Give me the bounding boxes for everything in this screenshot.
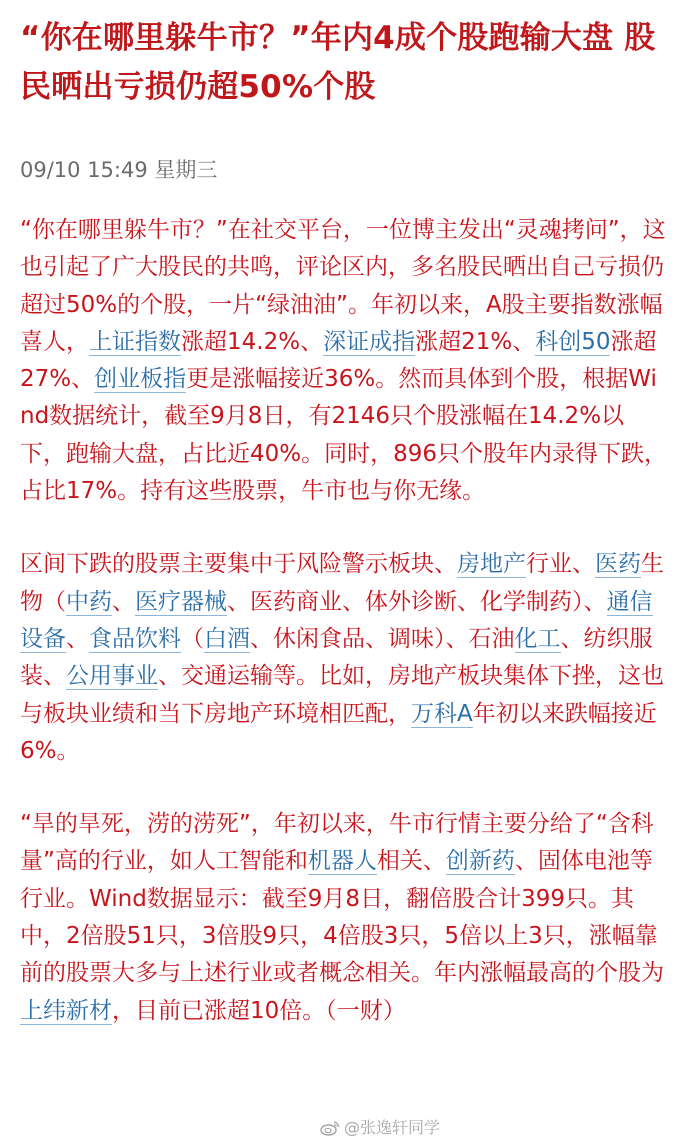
article-paragraph-2 <box>20 546 670 770</box>
link-utilities[interactable]: 公用事业 <box>66 663 158 690</box>
paragraph-text: ，目前已涨超10倍。（一财） <box>112 997 406 1024</box>
paragraph-text: 、纺织服装、 <box>20 625 653 690</box>
paragraph-text: 年初以来跌幅接近6%。 <box>20 700 657 764</box>
link-star50[interactable]: 科创50 <box>535 328 611 355</box>
link-telecom-equipment[interactable]: 通信设备 <box>20 588 653 652</box>
article-paragraph-1 <box>20 212 670 510</box>
paragraph-text: 、休闲食品、调味）、石油 <box>250 625 515 652</box>
paragraph-text: 涨超21%、 <box>415 328 536 355</box>
link-shenzhen-component[interactable]: 深证成指 <box>323 328 416 355</box>
link-baijiu[interactable]: 白酒 <box>204 625 250 652</box>
link-food-beverage[interactable]: 食品饮料 <box>89 625 181 652</box>
paragraph-text: 区间下跌的股票主要集中于风险警示板块、 <box>20 551 457 578</box>
article <box>20 0 670 1030</box>
link-chemicals[interactable]: 化工 <box>514 625 561 652</box>
article-paragraph-3 <box>20 806 670 1030</box>
link-tcm[interactable]: 中药 <box>66 588 112 615</box>
link-pharma[interactable]: 医药 <box>595 551 641 578</box>
link-real-estate[interactable]: 房地产 <box>457 551 526 578</box>
paragraph-text: 涨超14.2%、 <box>181 328 324 355</box>
weibo-icon <box>320 1120 340 1136</box>
watermark <box>320 1117 440 1139</box>
paragraph-text: 行业、 <box>526 551 595 578</box>
link-innovative-drugs[interactable]: 创新药 <box>445 848 515 875</box>
link-medical-devices[interactable]: 医疗器械 <box>135 588 227 615</box>
paragraph-text: “你在哪里躲牛市？”在社交平台，一位博主发出“灵魂拷问”，这也引起了广大股民的共鸣，评论区内，多名股民晒出自己亏损仍超过50%的个股，一片“绿油油”。年初以来，A股主要指数涨幅喜人， <box>20 217 666 355</box>
link-robotics[interactable]: 机器人 <box>307 848 377 875</box>
paragraph-text: 生物（ <box>20 551 664 615</box>
link-swancor[interactable]: 上纬新材 <box>20 997 112 1024</box>
paragraph-text: 、固体电池等行业。Wind数据显示：截至9月8日，翻倍股合计399只。其中，2倍股51只，3倍股9只，4倍股3只，5倍以上3只，涨幅靠前的股票大多与上述行业或者概念相关。年内涨幅最高的个股为 <box>20 848 664 987</box>
publish-datetime: 09/10 15:49 星期三 <box>20 158 218 182</box>
paragraph-text: 涨超27%、 <box>20 328 657 393</box>
link-shanghai-index[interactable]: 上证指数 <box>89 328 181 355</box>
paragraph-text: 、医药商业、体外诊断、化学制药）、 <box>227 588 607 615</box>
paragraph-text: 、交通运输等。比如，房地产板块集体下挫，这也与板块业绩和当下房地产环境相匹配， <box>20 663 664 727</box>
paragraph-text: 、 <box>112 588 135 615</box>
link-vanke-a[interactable]: 万科A <box>411 700 473 727</box>
article-title: “你在哪里躲牛市？”年内4成个股跑输大盘 股民晒出亏损仍超50%个股 <box>20 20 656 105</box>
paragraph-text: 更是涨幅接近36%。然而具体到个股，根据Wind数据统计，截至9月8日，有2146只个股涨幅在14.2%以下，跑输大盘，占比近40%。同时，896只个股年内录得下跌，占比17%。持有这些股票，牛市也与你无缘。 <box>20 366 668 505</box>
paragraph-text: 、 <box>66 625 89 652</box>
link-chinext[interactable]: 创业板指 <box>94 366 187 393</box>
paragraph-text: 相关、 <box>376 848 446 875</box>
paragraph-text: “旱的旱死，涝的涝死”，年初以来，牛市行情主要分给了“含科量”高的行业，如人工智能和 <box>20 811 654 875</box>
watermark-text: @张逸轩同学 <box>343 1118 440 1137</box>
paragraph-text: （ <box>181 625 204 652</box>
